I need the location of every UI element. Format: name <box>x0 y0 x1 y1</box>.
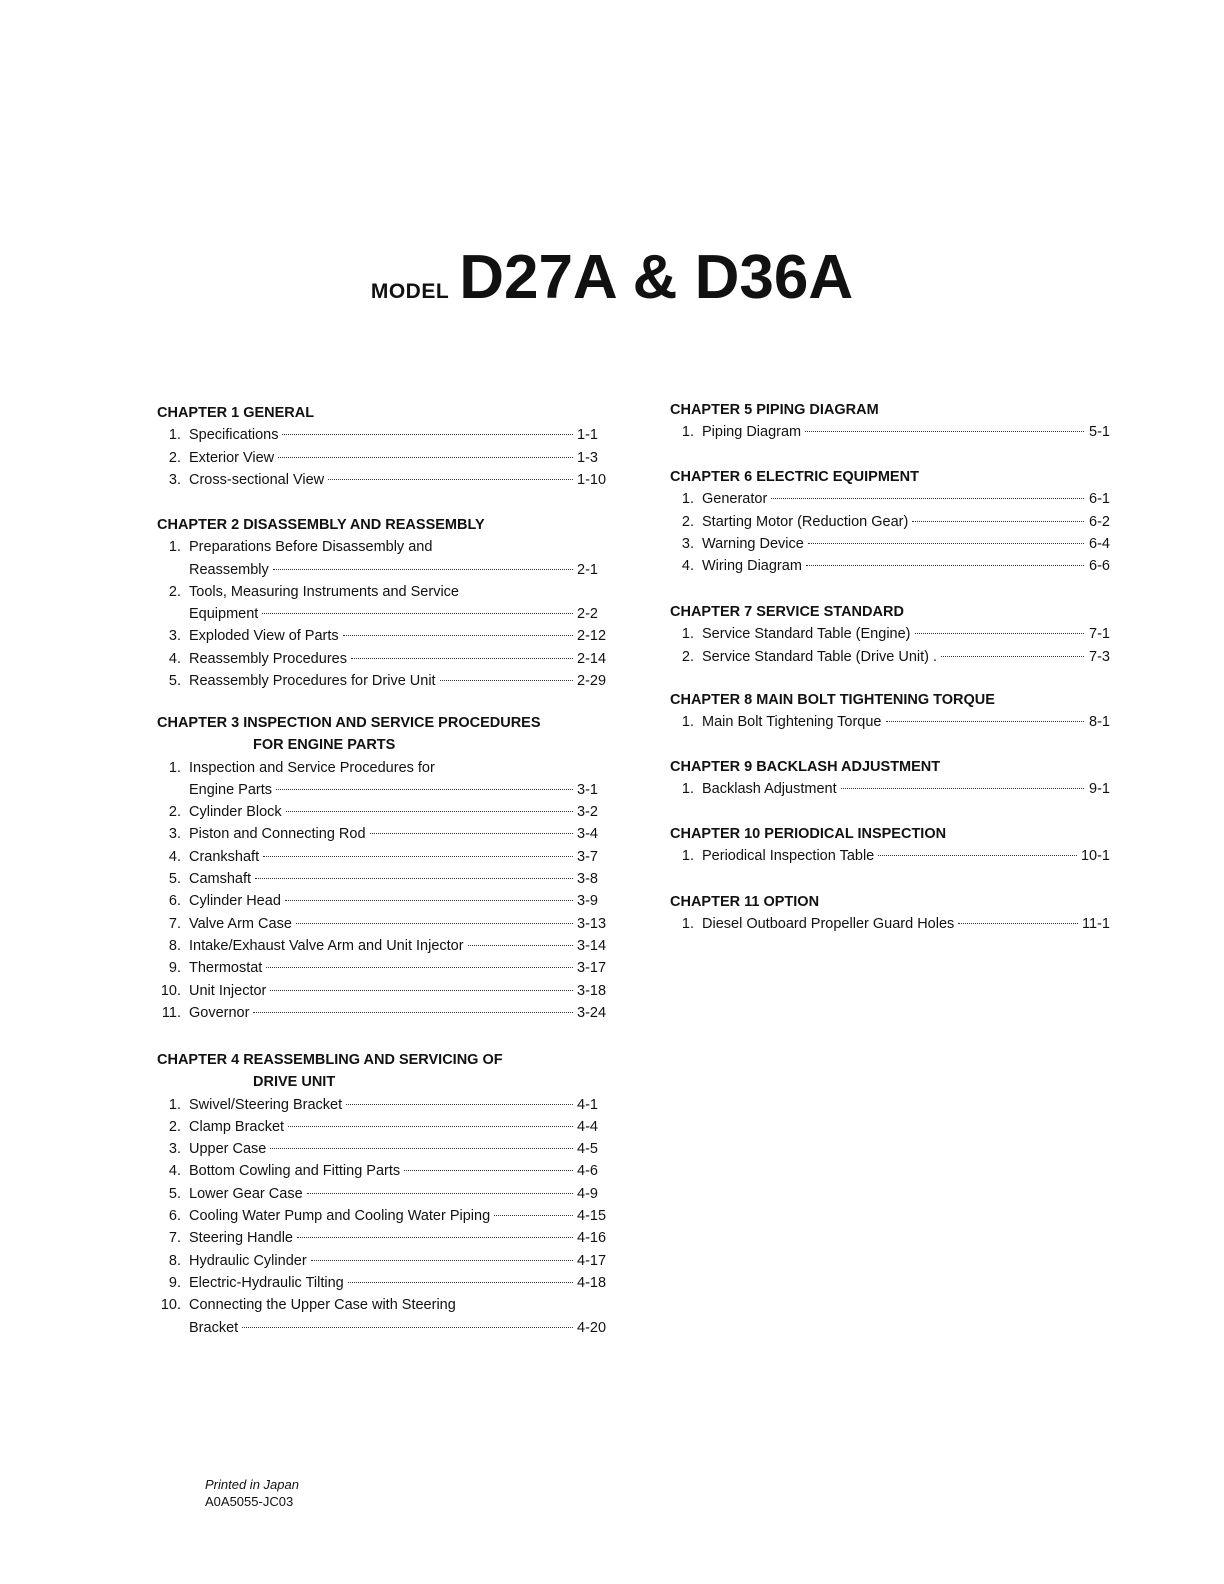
chapter-title: CHAPTER 8 MAIN BOLT TIGHTENING TORQUE <box>670 692 995 708</box>
entry-title: Thermostat <box>189 960 263 977</box>
toc-entry[interactable] <box>670 555 1110 577</box>
toc-entry[interactable] <box>157 424 607 446</box>
page-number: 11-1 <box>1082 916 1110 933</box>
entry-title: Equipment <box>189 606 259 623</box>
page-number: 5-1 <box>1089 424 1110 441</box>
entry-title: Reassembly Procedures <box>189 650 347 667</box>
dot-leader <box>273 569 573 570</box>
toc-entry[interactable] <box>157 1294 607 1339</box>
entry-number: 1. <box>168 759 181 776</box>
toc-entry[interactable] <box>670 533 1110 555</box>
entry-line <box>157 890 607 912</box>
entry-line <box>670 711 1110 733</box>
toc-entry[interactable] <box>670 845 1110 867</box>
entry-line <box>157 1138 607 1160</box>
entry-title: Exploded View of Parts <box>189 628 339 645</box>
toc-entry[interactable] <box>670 623 1110 645</box>
footer <box>205 1476 299 1510</box>
entry-title: Cylinder Head <box>189 893 281 910</box>
dot-leader <box>886 721 1085 722</box>
page-number: 2-12 <box>577 628 607 645</box>
dot-leader <box>307 1193 573 1194</box>
chapter-title: CHAPTER 6 ELECTRIC EQUIPMENT <box>670 469 919 485</box>
entry-number: 8. <box>168 937 181 954</box>
dot-leader <box>805 431 1084 432</box>
dot-leader <box>286 811 573 812</box>
toc-chapter <box>670 466 1110 577</box>
chapter-title: CHAPTER 5 PIPING DIAGRAM <box>670 402 879 418</box>
dot-leader <box>958 923 1078 924</box>
entry-number: 1. <box>681 714 694 731</box>
entry-line <box>670 555 1110 577</box>
toc-entry[interactable] <box>157 957 607 979</box>
entry-title: Cooling Water Pump and Cooling Water Piping <box>189 1208 491 1225</box>
entry-line <box>157 1227 607 1249</box>
dot-leader <box>255 878 573 879</box>
entry-number: 10. <box>160 1297 181 1314</box>
toc-entry[interactable] <box>670 711 1110 733</box>
page-number: 1-10 <box>577 471 607 488</box>
chapter-title: CHAPTER 10 PERIODICAL INSPECTION <box>670 826 947 842</box>
entry-line <box>157 1183 607 1205</box>
entry-number: 1. <box>681 491 694 508</box>
toc-entry[interactable] <box>157 648 607 670</box>
page-number: 3-2 <box>577 804 598 821</box>
entry-line <box>157 779 607 801</box>
entry-line <box>157 980 607 1002</box>
entry-line <box>157 1294 607 1316</box>
dot-leader <box>771 498 1084 499</box>
dot-leader <box>266 967 573 968</box>
entry-title: Periodical Inspection Table <box>702 848 875 865</box>
entry-line <box>157 801 607 823</box>
entry-number: 1. <box>681 848 694 865</box>
toc-entry[interactable] <box>157 447 607 469</box>
toc-entry[interactable] <box>157 1002 607 1024</box>
toc-entry[interactable] <box>157 581 607 626</box>
page-number: 3-18 <box>577 982 607 999</box>
page-number: 4-17 <box>577 1252 607 1269</box>
dot-leader <box>370 833 573 834</box>
toc-entry[interactable] <box>157 1250 607 1272</box>
page-number: 6-2 <box>1089 513 1110 530</box>
entry-title: Starting Motor (Reduction Gear) <box>702 513 909 530</box>
toc-chapter <box>670 756 1110 801</box>
toc-entry[interactable] <box>157 913 607 935</box>
entry-title: Diesel Outboard Propeller Guard Holes <box>702 916 955 933</box>
entry-number: 3. <box>168 628 181 645</box>
entry-title: Reassembly <box>189 561 269 578</box>
entry-title: Unit Injector <box>189 982 267 999</box>
entry-line <box>157 625 607 647</box>
page-number: 4-20 <box>577 1319 607 1336</box>
toc-chapter <box>670 689 1110 734</box>
entry-line <box>670 421 1110 443</box>
entry-title: Inspection and Service Procedures for <box>189 759 435 776</box>
dot-leader <box>348 1282 573 1283</box>
entry-line <box>157 1094 607 1116</box>
dot-leader <box>262 613 573 614</box>
page-number: 8-1 <box>1089 714 1110 731</box>
dot-leader <box>808 543 1084 544</box>
chapter-title: CHAPTER 7 SERVICE STANDARD <box>670 604 904 620</box>
dot-leader <box>270 1148 573 1149</box>
entry-line <box>157 447 607 469</box>
entry-title: Reassembly Procedures for Drive Unit <box>189 673 436 690</box>
dot-leader <box>288 1126 573 1127</box>
toc-entry[interactable] <box>157 670 607 692</box>
page-number: 2-1 <box>577 561 598 578</box>
entry-title: Preparations Before Disassembly and <box>189 539 433 556</box>
entry-number: 2. <box>168 583 181 600</box>
toc-entry[interactable] <box>670 421 1110 443</box>
page-number: 3-14 <box>577 937 607 954</box>
entry-title: Clamp Bracket <box>189 1118 285 1135</box>
entry-title: Engine Parts <box>189 781 273 798</box>
entry-title: Cross-sectional View <box>189 471 325 488</box>
entry-number: 5. <box>168 673 181 690</box>
entry-line <box>157 1272 607 1294</box>
entry-number: 7. <box>168 915 181 932</box>
entry-line <box>670 488 1110 510</box>
dot-leader <box>278 457 573 458</box>
entry-line <box>670 845 1110 867</box>
entry-title: Steering Handle <box>189 1230 293 1247</box>
chapter-title: CHAPTER 3 INSPECTION AND SERVICE PROCEDURES <box>157 715 541 731</box>
entry-title: Valve Arm Case <box>189 915 292 932</box>
dot-leader <box>806 565 1084 566</box>
toc-entry[interactable] <box>157 823 607 845</box>
entry-title: Exterior View <box>189 449 275 466</box>
entry-number: 2. <box>168 804 181 821</box>
dot-leader <box>912 521 1084 522</box>
page-number: 10-1 <box>1080 848 1110 865</box>
entry-title: Crankshaft <box>189 848 260 865</box>
toc-entry[interactable] <box>157 1116 607 1138</box>
entry-number: 8. <box>168 1252 181 1269</box>
page-number: 4-15 <box>577 1208 607 1225</box>
toc-entry[interactable] <box>157 935 607 957</box>
toc-entry[interactable] <box>157 1183 607 1205</box>
entry-number: 11. <box>161 1004 181 1021</box>
entry-line <box>157 1205 607 1227</box>
entry-line <box>157 424 607 446</box>
page-number: 4-6 <box>577 1163 598 1180</box>
entry-number: 10. <box>160 982 181 999</box>
dot-leader <box>263 856 573 857</box>
entry-line <box>157 536 607 558</box>
chapter-title: CHAPTER 1 GENERAL <box>157 405 315 421</box>
entry-title: Governor <box>189 1004 250 1021</box>
entry-number: 3. <box>168 1141 181 1158</box>
document-title <box>0 242 1224 313</box>
page-number: 3-9 <box>577 893 598 910</box>
entry-title: Connecting the Upper Case with Steering <box>189 1297 456 1314</box>
page-number: 9-1 <box>1089 781 1110 798</box>
dot-leader <box>351 658 573 659</box>
entry-title: Piston and Connecting Rod <box>189 826 366 843</box>
toc-entry[interactable] <box>157 980 607 1002</box>
dot-leader <box>270 990 573 991</box>
entry-title: Warning Device <box>702 535 804 552</box>
title-prefix: MODEL <box>370 280 450 303</box>
dot-leader <box>440 680 573 681</box>
entry-title: Service Standard Table (Drive Unit) . <box>702 648 938 665</box>
toc-chapter <box>670 891 1110 936</box>
entry-line <box>157 913 607 935</box>
entry-title: Wiring Diagram <box>702 558 802 575</box>
entry-number: 9. <box>168 1274 181 1291</box>
toc-chapter <box>157 402 607 491</box>
toc-chapter <box>157 514 607 692</box>
page-number: 3-7 <box>577 848 598 865</box>
entry-number: 4. <box>168 650 181 667</box>
entry-line <box>157 581 607 603</box>
entry-number: 3. <box>681 535 694 552</box>
entry-number: 2. <box>681 648 694 665</box>
entry-title: Service Standard Table (Engine) <box>702 626 911 643</box>
entry-title: Cylinder Block <box>189 804 282 821</box>
entry-line <box>670 646 1110 668</box>
entry-number: 2. <box>168 1118 181 1135</box>
dot-leader <box>494 1215 573 1216</box>
toc-entry[interactable] <box>157 536 607 581</box>
chapter-title: CHAPTER 4 REASSEMBLING AND SERVICING OF <box>157 1052 503 1068</box>
toc-entry[interactable] <box>157 890 607 912</box>
toc-chapter <box>670 601 1110 668</box>
toc-entry[interactable] <box>157 469 607 491</box>
dot-leader <box>404 1170 573 1171</box>
entry-line <box>157 823 607 845</box>
entry-number: 1. <box>168 427 181 444</box>
entry-line <box>670 623 1110 645</box>
printed-note: Printed in Japan <box>205 1477 299 1492</box>
chapter-title: CHAPTER 9 BACKLASH ADJUSTMENT <box>670 759 941 775</box>
dot-leader <box>311 1260 573 1261</box>
entry-number: 7. <box>168 1230 181 1247</box>
page-number: 6-1 <box>1089 491 1110 508</box>
toc-entry[interactable] <box>157 868 607 890</box>
entry-title: Tools, Measuring Instruments and Service <box>189 583 459 600</box>
entry-line <box>157 846 607 868</box>
entry-number: 6. <box>168 893 181 910</box>
chapter-title: CHAPTER 11 OPTION <box>670 894 820 910</box>
toc-entry[interactable] <box>157 625 607 647</box>
toc-entry[interactable] <box>157 1160 607 1182</box>
toc-entry[interactable] <box>157 846 607 868</box>
entry-line <box>157 1250 607 1272</box>
document-code: A0A5055-JC03 <box>205 1494 294 1509</box>
toc-entry[interactable] <box>670 778 1110 800</box>
entry-number: 5. <box>168 1185 181 1202</box>
entry-number: 4. <box>681 558 694 575</box>
entry-title: Specifications <box>189 427 279 444</box>
entry-number: 1. <box>168 539 181 556</box>
toc-entry[interactable] <box>670 913 1110 935</box>
dot-leader <box>346 1104 573 1105</box>
entry-title: Intake/Exhaust Valve Arm and Unit Injector <box>189 937 464 954</box>
entry-line <box>670 511 1110 533</box>
entry-line <box>157 935 607 957</box>
dot-leader <box>878 855 1077 856</box>
entry-number: 4. <box>168 1163 181 1180</box>
page-number: 3-1 <box>577 781 598 798</box>
page-number: 4-9 <box>577 1185 598 1202</box>
toc-entry[interactable] <box>157 801 607 823</box>
entry-line <box>157 757 607 779</box>
entry-number: 2. <box>168 449 181 466</box>
entry-number: 1. <box>681 424 694 441</box>
entry-line <box>670 778 1110 800</box>
entry-number: 1. <box>168 1096 181 1113</box>
title-main: D27A & D36A <box>459 243 854 312</box>
chapter-subtitle: FOR ENGINE PARTS <box>253 737 396 754</box>
entry-line <box>157 868 607 890</box>
entry-title: Electric-Hydraulic Tilting <box>189 1274 344 1291</box>
page-number: 3-4 <box>577 826 598 843</box>
page-number: 4-18 <box>577 1274 607 1291</box>
entry-line <box>157 559 607 581</box>
entry-line <box>670 533 1110 555</box>
dot-leader <box>296 923 573 924</box>
toc-chapter <box>157 1049 607 1339</box>
entry-title: Bottom Cowling and Fitting Parts <box>189 1163 401 1180</box>
entry-number: 1. <box>681 626 694 643</box>
page-number: 2-29 <box>577 673 607 690</box>
page-number: 2-14 <box>577 650 607 667</box>
entry-line <box>157 1160 607 1182</box>
page-number: 4-16 <box>577 1230 607 1247</box>
entry-number: 1. <box>681 916 694 933</box>
entry-title: Bracket <box>189 1319 239 1336</box>
dot-leader <box>915 633 1085 634</box>
entry-line <box>157 469 607 491</box>
dot-leader <box>297 1237 573 1238</box>
toc-chapter <box>157 712 607 1024</box>
toc-chapter <box>670 823 1110 868</box>
page-number: 3-8 <box>577 871 598 888</box>
toc-entry[interactable] <box>157 1094 607 1116</box>
entry-title: Backlash Adjustment <box>702 781 837 798</box>
dot-leader <box>941 656 1084 657</box>
page-number: 6-4 <box>1089 535 1110 552</box>
dot-leader <box>242 1327 573 1328</box>
entry-title: Main Bolt Tightening Torque <box>702 714 882 731</box>
toc-chapter <box>670 399 1110 444</box>
entry-number: 9. <box>168 960 181 977</box>
entry-line <box>157 1317 607 1339</box>
chapter-title: CHAPTER 2 DISASSEMBLY AND REASSEMBLY <box>157 517 485 533</box>
toc-entry[interactable] <box>157 1272 607 1294</box>
entry-title: Lower Gear Case <box>189 1185 303 1202</box>
entry-line <box>157 957 607 979</box>
dot-leader <box>282 434 573 435</box>
toc-entry[interactable] <box>157 1138 607 1160</box>
dot-leader <box>328 479 573 480</box>
page-number: 7-3 <box>1089 648 1110 665</box>
dot-leader <box>276 789 573 790</box>
page-number: 3-24 <box>577 1004 607 1021</box>
entry-number: 3. <box>168 471 181 488</box>
entry-title: Piping Diagram <box>702 424 802 441</box>
entry-title: Generator <box>702 491 768 508</box>
page-number: 7-1 <box>1089 626 1110 643</box>
page-number: 3-13 <box>577 915 607 932</box>
page-number: 3-17 <box>577 960 607 977</box>
page-number: 4-4 <box>577 1118 598 1135</box>
chapter-subtitle: DRIVE UNIT <box>253 1074 336 1091</box>
entry-line <box>670 913 1110 935</box>
entry-line <box>157 670 607 692</box>
entry-number: 4. <box>168 848 181 865</box>
entry-number: 6. <box>168 1208 181 1225</box>
page-number: 2-2 <box>577 606 598 623</box>
page-number: 1-1 <box>577 427 598 444</box>
dot-leader <box>343 635 573 636</box>
entry-line <box>157 603 607 625</box>
page-number: 1-3 <box>577 449 598 466</box>
entry-title: Hydraulic Cylinder <box>189 1252 307 1269</box>
toc-entry[interactable] <box>157 1205 607 1227</box>
toc-entry[interactable] <box>670 488 1110 510</box>
dot-leader <box>841 788 1084 789</box>
entry-title: Swivel/Steering Bracket <box>189 1096 343 1113</box>
toc-entry[interactable] <box>670 646 1110 668</box>
entry-title: Upper Case <box>189 1141 267 1158</box>
entry-number: 5. <box>168 871 181 888</box>
entry-number: 3. <box>168 826 181 843</box>
entry-line <box>157 648 607 670</box>
entry-line <box>157 1116 607 1138</box>
page-number: 4-5 <box>577 1141 598 1158</box>
dot-leader <box>468 945 573 946</box>
dot-leader <box>253 1012 573 1013</box>
entry-line <box>157 1002 607 1024</box>
toc-entry[interactable] <box>157 757 607 802</box>
toc-entry[interactable] <box>670 511 1110 533</box>
entry-title: Camshaft <box>189 871 252 888</box>
entry-number: 2. <box>681 513 694 530</box>
toc-entry[interactable] <box>157 1227 607 1249</box>
page-number: 6-6 <box>1089 558 1110 575</box>
entry-number: 1. <box>681 781 694 798</box>
dot-leader <box>285 900 573 901</box>
page-number: 4-1 <box>577 1096 598 1113</box>
